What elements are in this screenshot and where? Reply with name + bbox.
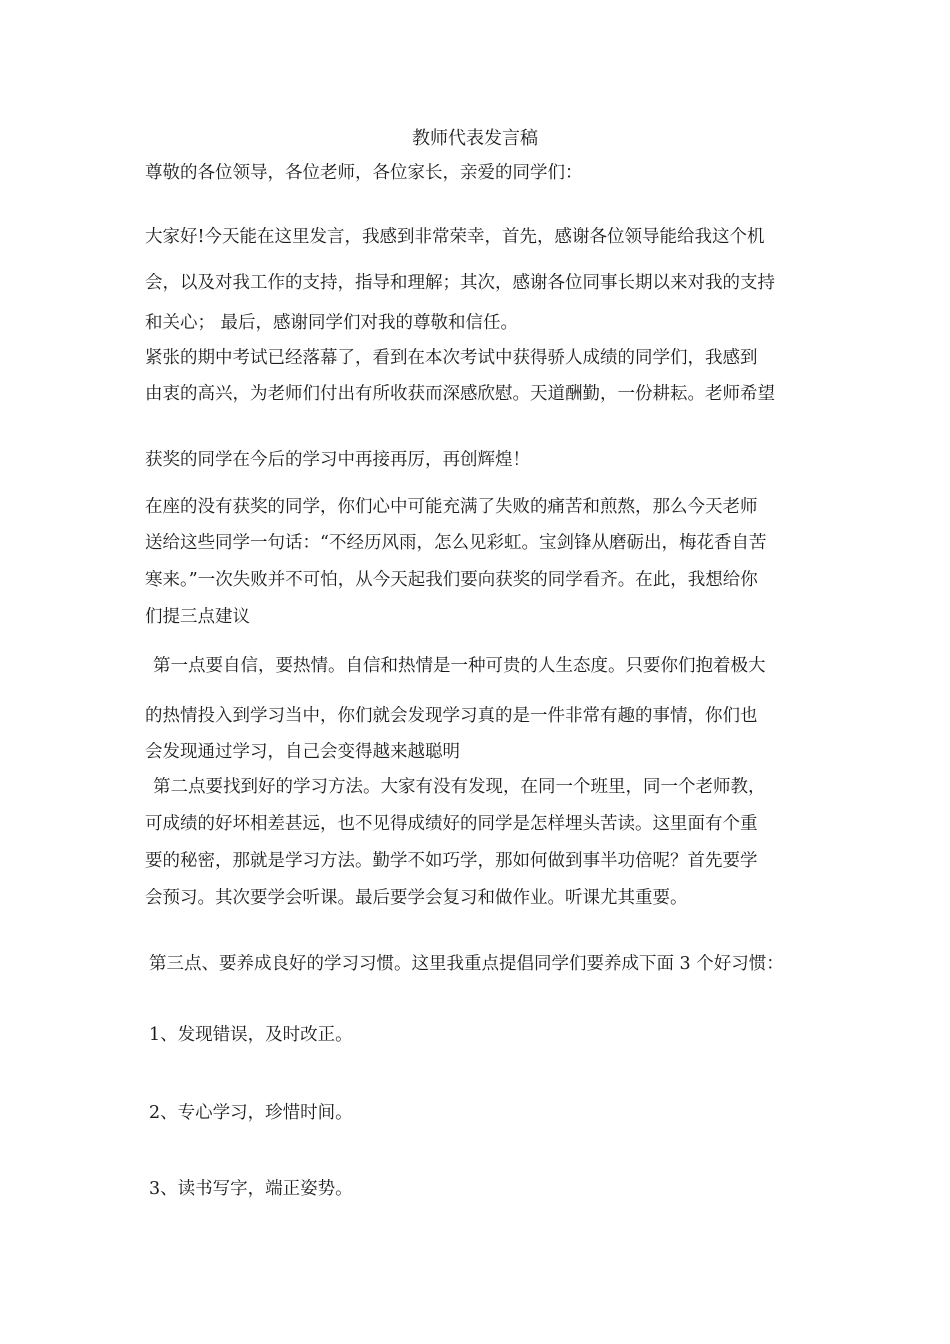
text-line: 会预习。其次要学会听课。最后要学会复习和做作业。听课尤其重要。	[145, 888, 688, 908]
text-line: 可成绩的好坏相差甚远，也不见得成绩好的同学是怎样埋头苦读。这里面有个重	[145, 814, 758, 834]
text-line: 会，以及对我工作的支持，指导和理解；其次，感谢各位同事长期以来对我的支持	[145, 273, 775, 293]
text-line: 大家好!今天能在这里发言，我感到非常荣幸，首先，感谢各位领导能给我这个机	[145, 227, 765, 247]
text-line: 们提三点建议	[145, 607, 250, 627]
text-line: 获奖的同学在今后的学习中再接再厉，再创辉煌！	[145, 450, 530, 470]
text-line: 会发现通过学习，自己会变得越来越聪明	[145, 742, 460, 762]
text-line: 要的秘密，那就是学习方法。勤学不如巧学，那如何做到事半功倍呢？首先要学	[145, 851, 758, 871]
text-line: 紧张的期中考试已经落幕了，看到在本次考试中获得骄人成绩的同学们，我感到	[145, 348, 758, 368]
text-line: 由衷的高兴，为老师们付出有所收获而深感欣慰。天道酬勤，一份耕耘。老师希望	[145, 384, 775, 404]
text-line-point-one: 第一点要自信，要热情。自信和热情是一种可贵的人生态度。只要你们抱着极大	[153, 656, 766, 676]
text-line: 寒来。”一次失败并不可怕，从今天起我们要向获奖的同学看齐。在此，我想给你	[145, 570, 758, 590]
list-item: 2、专心学习，珍惜时间。	[149, 1103, 353, 1123]
text-line: 在座的没有获奖的同学，你们心中可能充满了失败的痛苦和煎熬，那么今天老师	[145, 497, 758, 517]
document-title: 教师代表发言稿	[412, 128, 538, 149]
text-line: 送给这些同学一句话：“不经历风雨，怎么见彩虹。宝剑锋从磨砺出，梅花香自苦	[145, 533, 767, 553]
list-item: 3、读书写字，端正姿势。	[149, 1179, 353, 1199]
text-line-point-two: 第二点要找到好的学习方法。大家有没有发现，在同一个班里，同一个老师教，	[153, 777, 766, 797]
text-line-point-three: 第三点、要养成良好的学习习惯。这里我重点提倡同学们要养成下面 3 个好习惯：	[149, 954, 784, 974]
text-line-greeting: 尊敬的各位领导，各位老师，各位家长，亲爱的同学们：	[145, 163, 583, 183]
text-line: 的热情投入到学习当中，你们就会发现学习真的是一件非常有趣的事情，你们也	[145, 706, 758, 726]
list-item: 1、发现错误，及时改正。	[149, 1025, 353, 1045]
text-line: 和关心； 最后，感谢同学们对我的尊敬和信任。	[145, 313, 519, 333]
